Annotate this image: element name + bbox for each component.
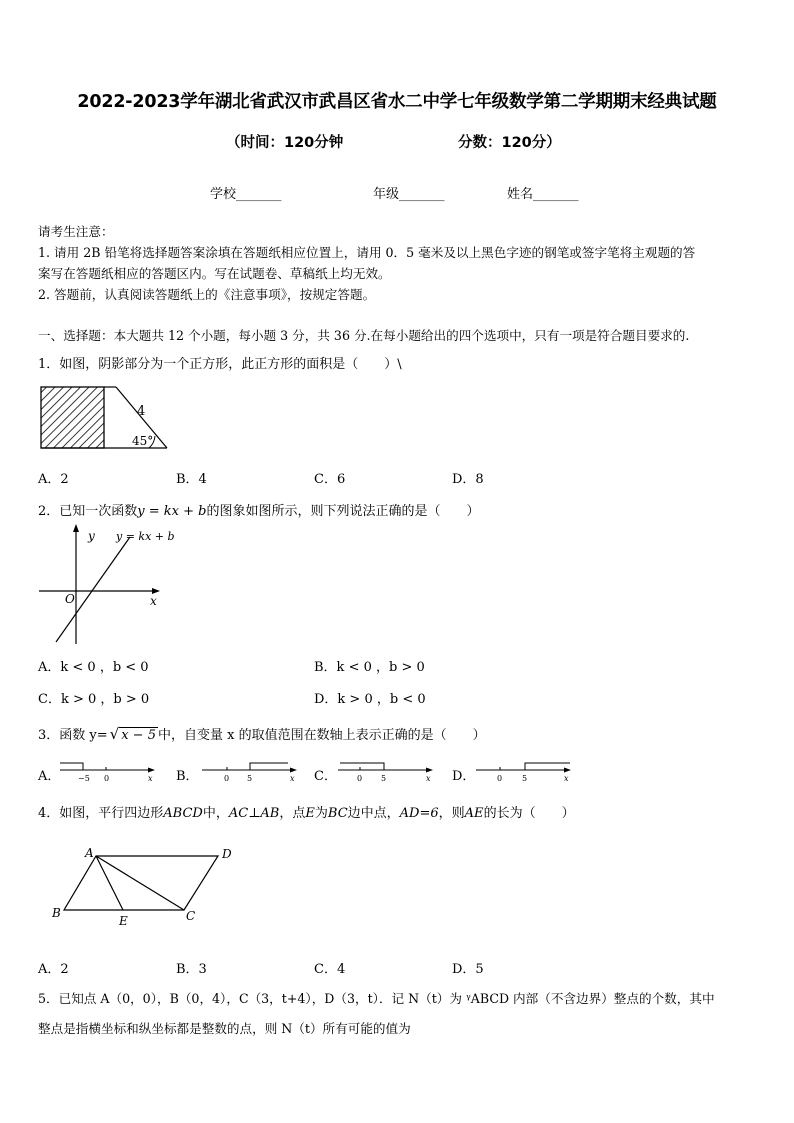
q2-option-a: A．k < 0 ，b < 0: [38, 660, 149, 675]
q1-stem: 1．如图，阴影部分为一个正方形，此正方形的面积是（ ）\: [38, 357, 402, 372]
q4-option-a: A．2: [38, 962, 69, 977]
tick-5: 5: [381, 774, 387, 783]
axis-x: x: [564, 774, 569, 783]
q4-stem-b: 中，: [202, 806, 229, 821]
q4-bc: BC: [327, 806, 348, 821]
q4-ae: AE: [464, 806, 484, 821]
tick-neg5: −5: [78, 774, 90, 783]
tick-0: 0: [104, 774, 110, 783]
q3-option-d: D．: [452, 769, 476, 784]
label-b: B: [52, 906, 61, 920]
school-field: 学校_______: [210, 187, 282, 202]
q2-stem-a: 2．已知一次函数: [38, 504, 138, 519]
q4-stem-e: 边中点，: [347, 806, 400, 821]
tick-0: 0: [497, 774, 503, 783]
q2-formula: y = kx + b: [137, 504, 207, 519]
notice-item-1a: 1. 请用 2B 铅笔将选择题答案涂填在答题纸相应位置上，请用 0．5 毫米及以上黑色字迹的钢笔或签字笔将主观题的答: [38, 245, 696, 260]
grade-field: 年级_______: [373, 187, 445, 202]
q3-stem-a: 3．函数 y=: [38, 728, 108, 743]
q3-numberline-c: [336, 758, 440, 784]
q3-option-b: B．: [176, 769, 199, 784]
q4-cond2: AD=6: [399, 806, 439, 821]
page-title: 2022-2023学年湖北省武汉市武昌区省水二中学七年级数学第二学期期末经典试题: [77, 92, 717, 112]
q1-option-a: A．2: [38, 472, 69, 487]
q2-origin-label: O: [65, 592, 75, 606]
q4-option-b: B．3: [176, 962, 207, 977]
q3-option-c: C．: [314, 769, 337, 784]
notice-item-1b: 案写在答题纸相应的答题区内。写在试题卷、草稿纸上均无效。: [38, 266, 391, 281]
q2-stem-b: 的图象如图所示，则下列说法正确的是（ ）: [206, 504, 480, 519]
q1-side-label: 4: [137, 404, 146, 419]
q1-option-b: B．4: [176, 472, 207, 487]
q2-y-label: y: [88, 529, 95, 543]
shaded-square: [41, 387, 104, 448]
q4-figure: [44, 838, 244, 933]
q4-stem-a: 4．如图，平行四边形: [38, 806, 164, 821]
q4-cond1: AC⊥AB: [228, 806, 280, 821]
sqrt-expression: √ x − 5: [109, 725, 156, 743]
q5-line-1: 5．已知点 A（0，0），B（0，4），C（3，t+4），D（3，t）．记 N（t）为 ᵞABCD 内部（不含边界）整点的个数，其中: [38, 991, 715, 1006]
q4-stem-d: 为: [314, 806, 328, 821]
label-c: C: [186, 909, 196, 923]
q4-stem: [38, 802, 575, 821]
tick-5: 5: [522, 774, 528, 783]
q4-option-c: C．4: [314, 962, 346, 977]
q1-option-c: C．6: [314, 472, 346, 487]
q1-option-d: D．8: [452, 472, 484, 487]
q4-abcd: ABCD: [163, 806, 203, 821]
q4-stem-f: ，则: [438, 806, 465, 821]
q1-angle-label: 45°: [132, 434, 154, 448]
q4-stem-g: 的长为（ ）: [483, 806, 575, 821]
q3-numberline-d: [474, 758, 578, 784]
q3-stem: [38, 724, 486, 743]
q2-line-label: y = kx + b: [116, 530, 175, 543]
q4-option-d: D．5: [452, 962, 484, 977]
axis-x: x: [290, 774, 295, 783]
q3-option-a: A．: [38, 769, 61, 784]
q3-numberline-a: [58, 758, 162, 784]
section-heading: 一、选择题：本大题共 12 个小题，每小题 3 分，共 36 分.在每小题给出的四个选项中，只有一项是符合题目要求的.: [38, 328, 690, 343]
exam-time: （时间：120分钟: [226, 135, 344, 151]
line-y-kx-b: [56, 537, 130, 642]
q2-figure: [36, 522, 176, 646]
q3-stem-b: 中，自变量 x 的取值范围在数轴上表示正确的是（ ）: [157, 728, 486, 743]
q4-stem-c: ，点: [279, 806, 306, 821]
q3-numberline-b: [200, 758, 304, 784]
tick-0: 0: [357, 774, 363, 783]
notice-item-2: 2. 答题前，认真阅读答题纸上的《注意事项》，按规定答题。: [38, 287, 376, 302]
axis-x: x: [148, 774, 153, 783]
name-field: 姓名_______: [507, 187, 579, 202]
q2-x-label: x: [150, 594, 157, 608]
axis-x: x: [426, 774, 431, 783]
tick-5: 5: [247, 774, 253, 783]
label-d: D: [222, 847, 232, 861]
q5-line-2: 整点是指横坐标和纵坐标都是整数的点，则 N（t）所有可能的值为: [38, 1021, 411, 1036]
q4-e: E: [305, 806, 315, 821]
exam-score: 分数：120分）: [458, 135, 561, 151]
q2-option-c: C．k > 0 ，b > 0: [38, 692, 150, 707]
label-e: E: [119, 914, 128, 928]
q3-radicand: x − 5: [121, 728, 156, 743]
q2-option-d: D．k > 0 ，b < 0: [314, 692, 426, 707]
q2-option-b: B．k < 0 ，b > 0: [314, 660, 425, 675]
tick-0: 0: [224, 774, 230, 783]
label-a: A: [85, 846, 94, 860]
q2-stem: [38, 500, 480, 519]
q1-figure: [36, 380, 176, 454]
notice-heading: 请考生注意：: [38, 224, 114, 239]
